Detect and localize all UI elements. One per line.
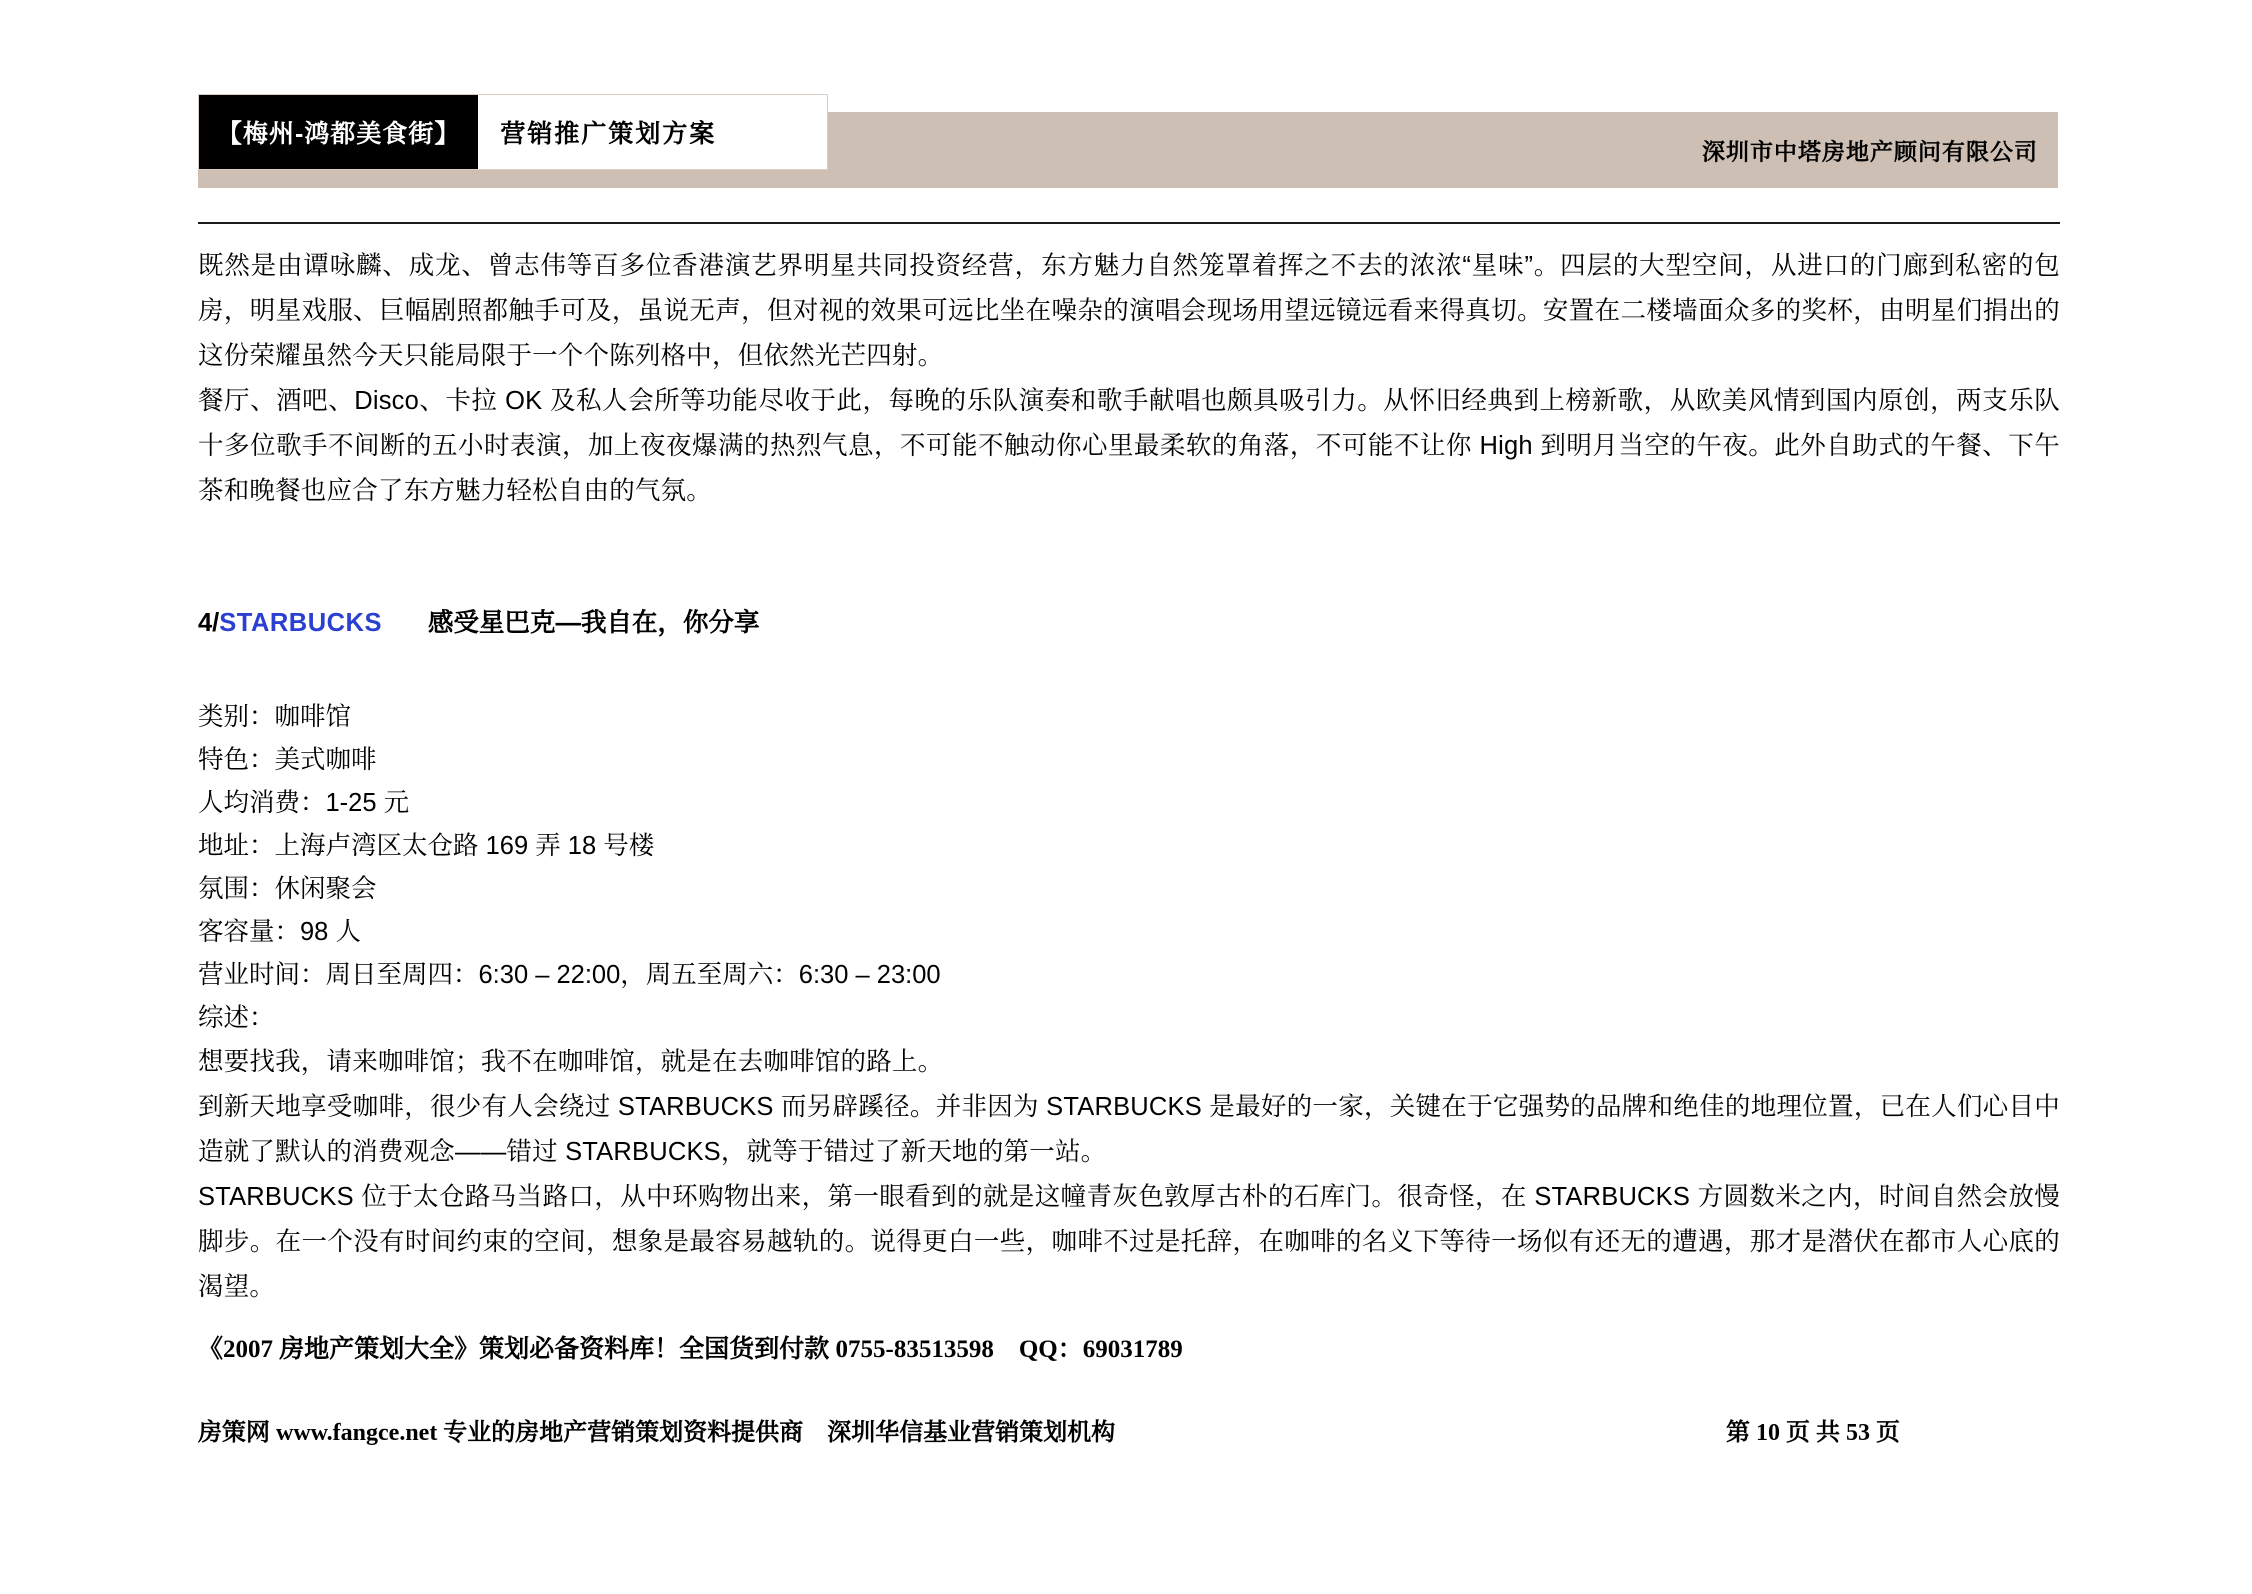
info-item-atmosphere: 氛围：休闲聚会 bbox=[198, 875, 377, 903]
header-band bbox=[198, 112, 2058, 188]
header-company-name: 深圳市中塔房地产顾问有限公司 bbox=[1702, 138, 2038, 165]
summary-paragraph-3: STARBUCKS 位于太仓路马当路口，从中环购物出来，第一眼看到的就是这幢青灰色敦厚古朴的石库门。很奇怪，在 STARBUCKS 方圆数米之内，时间自然会放慢脚步。在一个没有时间约束的空间，想象是最容易越轨的。说得更白一些，咖啡不过是托辞，在咖啡的名义下等待一场似有还无的遭遇，那才是潜伏在都市人心底的渴望。 bbox=[198, 1183, 2060, 1301]
header-project-name: 【梅州-鸿都美食街】 bbox=[199, 95, 478, 169]
document-footer bbox=[198, 1330, 2060, 1447]
header-title-tag bbox=[198, 94, 828, 170]
spacer bbox=[198, 644, 2060, 696]
summary-paragraph-1: 想要找我，请来咖啡馆；我不在咖啡馆，就是在去咖啡馆的路上。 bbox=[198, 1048, 944, 1076]
info-item-feature: 特色：美式咖啡 bbox=[198, 746, 377, 774]
footer-bottom-row bbox=[198, 1412, 2060, 1447]
section-number: 4/ bbox=[198, 609, 220, 637]
header-doc-type: 营销推广策划方案 bbox=[478, 95, 738, 169]
info-item-summary-label: 综述： bbox=[198, 1004, 275, 1032]
info-item-capacity: 客容量：98 人 bbox=[198, 918, 361, 946]
section-brand-label: STARBUCKS bbox=[219, 609, 382, 637]
info-item-hours: 营业时间：周日至周四：6:30 – 22:00，周五至周六：6:30 – 23:00 bbox=[198, 961, 941, 989]
footer-page-number: 第 10 页 共 53 页 bbox=[1726, 1420, 1900, 1446]
info-item-category: 类别：咖啡馆 bbox=[198, 703, 352, 731]
section-title-text: 感受星巴克—我自在，你分享 bbox=[427, 609, 760, 637]
footer-source-line: 房策网 www.fangce.net 专业的房地产营销策划资料提供商 深圳华信基业营销策划机构 bbox=[198, 1420, 1116, 1446]
document-body bbox=[198, 244, 2060, 1310]
spacer bbox=[198, 514, 2060, 602]
paragraph-intro-1: 既然是由谭咏麟、成龙、曾志伟等百多位香港演艺界明星共同投资经营，东方魅力自然笼罩着挥之不去的浓浓“星味”。四层的大型空间，从进口的门廊到私密的包房，明星戏服、巨幅剧照都触手可及，虽说无声，但对视的效果可远比坐在噪杂的演唱会现场用望远镜远看来得真切。安置在二楼墙面众多的奖杯，由明星们捐出的这份荣耀虽然今天只能局限于一个个陈列格中，但依然光芒四射。 bbox=[198, 252, 2060, 370]
header-divider bbox=[198, 222, 2060, 224]
section-heading bbox=[198, 602, 2060, 644]
footer-promo-line: 《2007 房地产策划大全》策划必备资料库！全国货到付款 0755-83513598 QQ：69031789 bbox=[198, 1336, 1183, 1363]
info-item-average-spend: 人均消费：1-25 元 bbox=[198, 789, 410, 817]
info-item-address: 地址：上海卢湾区太仓路 169 弄 18 号楼 bbox=[198, 832, 655, 860]
summary-paragraph-2: 到新天地享受咖啡，很少有人会绕过 STARBUCKS 而另辟蹊径。并非因为 STARBUCKS 是最好的一家，关键在于它强势的品牌和绝佳的地理位置，已在人们心目中造就了默认的消费观念——错过 STARBUCKS，就等于错过了新天地的第一站。 bbox=[198, 1093, 2060, 1166]
paragraph-intro-2: 餐厅、酒吧、Disco、卡拉 OK 及私人会所等功能尽收于此，每晚的乐队演奏和歌手献唱也颇具吸引力。从怀旧经典到上榜新歌，从欧美风情到国内原创，两支乐队十多位歌手不间断的五小时表演，加上夜夜爆满的热烈气息，不可能不触动你心里最柔软的角落，不可能不让你 High 到明月当空的午夜。此外自助式的午餐、下午茶和晚餐也应合了东方魅力轻松自由的气氛。 bbox=[198, 387, 2060, 505]
